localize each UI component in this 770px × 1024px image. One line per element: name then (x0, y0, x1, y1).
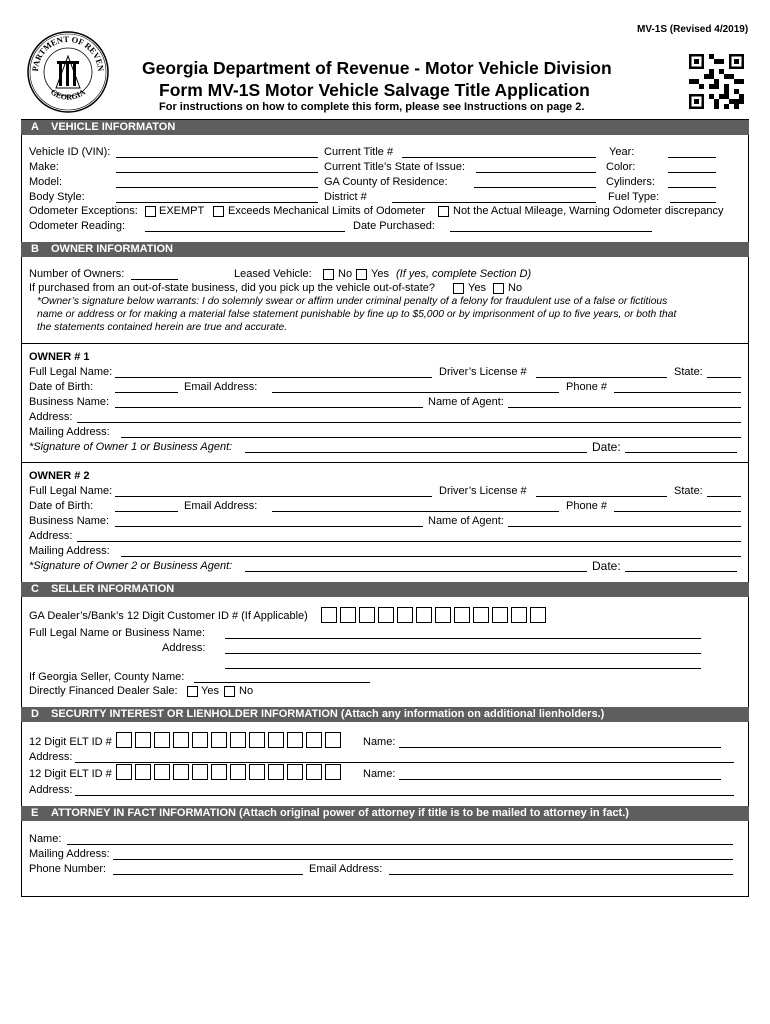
financed-yes-label: Yes (201, 685, 219, 697)
date-purchased-label: Date Purchased: (353, 220, 435, 232)
attorney-mailing-field[interactable] (113, 859, 733, 860)
out-of-state-no-label: No (508, 282, 523, 294)
warrant-line-2: name or address or for making a material false statement punishable by fine up to $5,000 or by imprisonment of up to five years, or both that (37, 309, 677, 320)
dealer-id-digit-box[interactable] (530, 607, 546, 623)
dealer-id-digit-box[interactable] (340, 607, 356, 623)
owner2-state-label: State: (674, 485, 703, 497)
owner2-business-label: Business Name: (29, 515, 110, 527)
elt2-digit-box[interactable] (268, 764, 284, 780)
owner1-agent-field[interactable] (508, 407, 741, 408)
attorney-email-label: Email Address: (309, 863, 383, 875)
owner2-date-field[interactable] (625, 571, 737, 572)
elt1-digit-box[interactable] (211, 732, 227, 748)
section-d-header: D SECURITY INTEREST OR LIENHOLDER INFORMATION (Attach any information on additional lienholders.) (21, 707, 749, 722)
seller-full-name-label: Full Legal Name or Business Name: (29, 627, 206, 639)
owner2-phone-label: Phone # (566, 500, 607, 512)
model-field[interactable] (116, 187, 318, 188)
dealer-id-digit-box[interactable] (321, 607, 337, 623)
owner2-business-field[interactable] (115, 526, 423, 527)
owner1-email-label: Email Address: (184, 381, 258, 393)
county-field[interactable] (474, 187, 596, 188)
seller-address-field[interactable] (225, 653, 701, 654)
elt2-digit-box[interactable] (287, 764, 303, 780)
fuel-type-field[interactable] (670, 202, 716, 203)
seller-county-field[interactable] (194, 682, 370, 683)
elt2-digit-box[interactable] (135, 764, 151, 780)
not-actual-mileage-label: Not the Actual Mileage, Warning Odometer discrepancy (453, 205, 724, 217)
lien1-name-field[interactable] (399, 747, 721, 748)
dealer-id-label: GA Dealer’s/Bank’s 12 Digit Customer ID # (If Applicable) (29, 610, 308, 622)
owner2-dob-label: Date of Birth: (29, 500, 94, 512)
owner2-dl-label: Driver’s License # (439, 485, 527, 497)
owner1-signature-field[interactable] (245, 452, 587, 453)
agency-title: Georgia Department of Revenue - Motor Vehicle Division (142, 58, 612, 78)
elt2-digit-box[interactable] (173, 764, 189, 780)
owner2-dob-field[interactable] (115, 511, 178, 512)
financed-no-checkbox[interactable] (224, 686, 235, 697)
section-c-header: C SELLER INFORMATION (21, 582, 749, 597)
attorney-name-label: Name: (29, 833, 62, 845)
owner1-email-field[interactable] (272, 392, 559, 393)
cylinders-label: Cylinders: (606, 176, 655, 188)
owner2-heading: OWNER # 2 (29, 470, 90, 482)
lien2-name-field[interactable] (399, 779, 721, 780)
out-of-state-no-checkbox[interactable] (493, 283, 504, 294)
exceeds-limits-checkbox[interactable] (213, 206, 224, 217)
title-number-field[interactable] (402, 157, 596, 158)
body-style-field[interactable] (116, 202, 318, 203)
model-label: Model: (29, 176, 63, 188)
elt1-digit-box[interactable] (116, 732, 132, 748)
owner1-phone-label: Phone # (566, 381, 607, 393)
dealer-id-digit-box[interactable] (473, 607, 489, 623)
make-label: Make: (29, 161, 59, 173)
year-label: Year: (609, 146, 635, 158)
owner2-mailing-field[interactable] (121, 556, 741, 557)
seller-county-label: If Georgia Seller, County Name: (29, 671, 185, 683)
seller-address-label: Address: (162, 642, 206, 654)
elt2-digit-box[interactable] (192, 764, 208, 780)
elt2-digit-box[interactable] (230, 764, 246, 780)
district-field[interactable] (392, 202, 596, 203)
number-of-owners-label: Number of Owners: (29, 268, 125, 280)
lien2-name-label: Name: (363, 768, 396, 780)
owner2-address-field[interactable] (77, 541, 741, 542)
leased-no-label: No (338, 268, 353, 280)
owner2-email-label: Email Address: (184, 500, 258, 512)
owner1-dl-label: Driver’s License # (439, 366, 527, 378)
body-style-label: Body Style: (29, 191, 85, 203)
owner1-agent-label: Name of Agent: (428, 396, 504, 408)
owner2-state-field[interactable] (707, 496, 741, 497)
attorney-name-field[interactable] (67, 844, 733, 845)
divider (21, 343, 749, 344)
dealer-id-digit-box[interactable] (511, 607, 527, 623)
elt1-digit-box[interactable] (325, 732, 341, 748)
owner2-agent-label: Name of Agent: (428, 515, 504, 527)
owner1-full-name-label: Full Legal Name: (29, 366, 113, 378)
color-label: Color: (606, 161, 636, 173)
owner2-dl-field[interactable] (536, 496, 667, 497)
color-field[interactable] (668, 172, 716, 173)
lien1-address-label: Address: (29, 751, 73, 763)
owner2-full-name-field[interactable] (115, 496, 432, 497)
owner2-phone-field[interactable] (614, 511, 741, 512)
owner2-email-field[interactable] (272, 511, 559, 512)
elt2-label: 12 Digit ELT ID # (29, 768, 112, 780)
elt1-digit-box[interactable] (173, 732, 189, 748)
out-of-state-yes-checkbox[interactable] (453, 283, 464, 294)
elt1-label: 12 Digit ELT ID # (29, 736, 112, 748)
fuel-type-label: Fuel Type: (608, 191, 660, 203)
year-field[interactable] (668, 157, 716, 158)
owner1-phone-field[interactable] (614, 392, 741, 393)
owner2-date-label: Date: (592, 559, 621, 573)
owner1-mailing-label: Mailing Address: (29, 426, 110, 438)
dealer-id-digit-box[interactable] (454, 607, 470, 623)
section-b-header: B OWNER INFORMATION (21, 242, 749, 257)
title-state-label: Current Title’s State of Issue: (324, 161, 466, 173)
date-purchased-field[interactable] (450, 231, 652, 232)
section-e-header: E ATTORNEY IN FACT INFORMATION (Attach original power of attorney if title is to be mailed to attorney in fact.) (21, 806, 749, 821)
elt1-digit-box[interactable] (306, 732, 322, 748)
owner1-state-field[interactable] (707, 377, 741, 378)
number-of-owners-field[interactable] (131, 279, 178, 280)
dealer-id-digit-box[interactable] (416, 607, 432, 623)
elt1-digit-box[interactable] (192, 732, 208, 748)
elt1-digit-box[interactable] (268, 732, 284, 748)
exempt-checkbox[interactable] (145, 206, 156, 217)
attorney-phone-label: Phone Number: (29, 863, 107, 875)
leased-yes-label: Yes (371, 268, 389, 280)
elt2-digit-box[interactable] (325, 764, 341, 780)
cylinders-field[interactable] (668, 187, 716, 188)
dealer-id-digit-box[interactable] (378, 607, 394, 623)
out-of-state-question: If purchased from an out-of-state business, did you pick up the vehicle out-of-state? (29, 282, 436, 294)
owner2-address-label: Address: (29, 530, 73, 542)
owner2-full-name-label: Full Legal Name: (29, 485, 113, 497)
instructions-text: For instructions on how to complete this form, please see Instructions on page 2. (159, 101, 585, 113)
qr-code-icon (689, 54, 744, 109)
lien2-address-label: Address: (29, 784, 73, 796)
owner1-business-field[interactable] (115, 407, 423, 408)
elt2-digit-box[interactable] (116, 764, 132, 780)
odometer-reading-field[interactable] (145, 231, 345, 232)
exceeds-limits-label: Exceeds Mechanical Limits of Odometer (228, 205, 425, 217)
owner1-full-name-field[interactable] (115, 377, 432, 378)
seller-full-name-field[interactable] (225, 638, 701, 639)
owner1-date-label: Date: (592, 440, 621, 454)
elt1-digit-box[interactable] (287, 732, 303, 748)
dealer-id-digit-box[interactable] (435, 607, 451, 623)
dealer-id-digit-box[interactable] (397, 607, 413, 623)
owner1-address-label: Address: (29, 411, 73, 423)
svg-text:GEORGIA (49, 87, 87, 102)
elt1-digit-box[interactable] (154, 732, 170, 748)
elt1-digit-box[interactable] (230, 732, 246, 748)
dealer-id-digit-box[interactable] (359, 607, 375, 623)
elt2-digit-box[interactable] (306, 764, 322, 780)
dealer-id-digit-box[interactable] (492, 607, 508, 623)
owner1-state-label: State: (674, 366, 703, 378)
seal-top-text: PARTMENT OF REVEN (29, 33, 107, 72)
owner1-dl-field[interactable] (536, 377, 667, 378)
title-state-field[interactable] (476, 172, 596, 173)
seal-bottom-text: GEORGIA (48, 87, 88, 102)
georgia-seal (26, 30, 110, 114)
financed-no-label: No (239, 685, 254, 697)
elt1-digit-box[interactable] (249, 732, 265, 748)
county-label: GA County of Residence: (324, 176, 448, 188)
attorney-email-field[interactable] (389, 874, 733, 875)
owner1-mailing-field[interactable] (121, 437, 741, 438)
leased-vehicle-label: Leased Vehicle: (234, 268, 312, 280)
make-field[interactable] (116, 172, 318, 173)
owner2-signature-field[interactable] (245, 571, 587, 572)
owner1-dob-label: Date of Birth: (29, 381, 94, 393)
exempt-label: EXEMPT (159, 205, 205, 217)
elt2-digit-box[interactable] (154, 764, 170, 780)
financed-yes-checkbox[interactable] (187, 686, 198, 697)
seller-address-field-2[interactable] (225, 668, 701, 669)
odometer-reading-label: Odometer Reading: (29, 220, 125, 232)
vin-field[interactable] (116, 157, 318, 158)
title-number-label: Current Title # (324, 146, 394, 158)
financed-label: Directly Financed Dealer Sale: (29, 685, 178, 697)
district-label: District # (324, 191, 367, 203)
owner1-dob-field[interactable] (115, 392, 178, 393)
owner2-signature-label: *Signature of Owner 2 or Business Agent: (29, 560, 233, 572)
out-of-state-yes-label: Yes (468, 282, 486, 294)
owner1-signature-label: *Signature of Owner 1 or Business Agent: (29, 441, 233, 453)
elt2-digit-box[interactable] (211, 764, 227, 780)
lien1-address-field[interactable] (75, 762, 734, 763)
elt1-digit-box[interactable] (135, 732, 151, 748)
owner2-agent-field[interactable] (508, 526, 741, 527)
owner1-address-field[interactable] (77, 422, 741, 423)
form-title: Form MV-1S Motor Vehicle Salvage Title Application (159, 80, 590, 100)
attorney-phone-field[interactable] (113, 874, 303, 875)
warrant-line-1: *Owner’s signature below warrants: I do solemnly swear or affirm under criminal penalty of a felony for fraudulent use of a false or fictitious (37, 296, 668, 307)
vin-label: Vehicle ID (VIN): (29, 146, 111, 158)
form-id: MV-1S (Revised 4/2019) (637, 24, 749, 35)
leased-no-checkbox[interactable] (323, 269, 334, 280)
owner1-business-label: Business Name: (29, 396, 110, 408)
section-a-header: A VEHICLE INFORMATON (21, 120, 749, 135)
elt2-digit-box[interactable] (249, 764, 265, 780)
lien1-name-label: Name: (363, 736, 396, 748)
not-actual-mileage-checkbox[interactable] (438, 206, 449, 217)
divider (21, 462, 749, 463)
owner1-heading: OWNER # 1 (29, 351, 90, 363)
odometer-exceptions-label: Odometer Exceptions: (29, 205, 138, 217)
leased-yes-checkbox[interactable] (356, 269, 367, 280)
attorney-mailing-label: Mailing Address: (29, 848, 110, 860)
owner2-mailing-label: Mailing Address: (29, 545, 110, 557)
form-border (21, 119, 749, 897)
warrant-line-3: the statements contained herein are true and accurate. (37, 322, 288, 333)
leased-note: (If yes, complete Section D) (396, 268, 532, 280)
lien2-address-field[interactable] (75, 795, 734, 796)
owner1-date-field[interactable] (625, 452, 737, 453)
